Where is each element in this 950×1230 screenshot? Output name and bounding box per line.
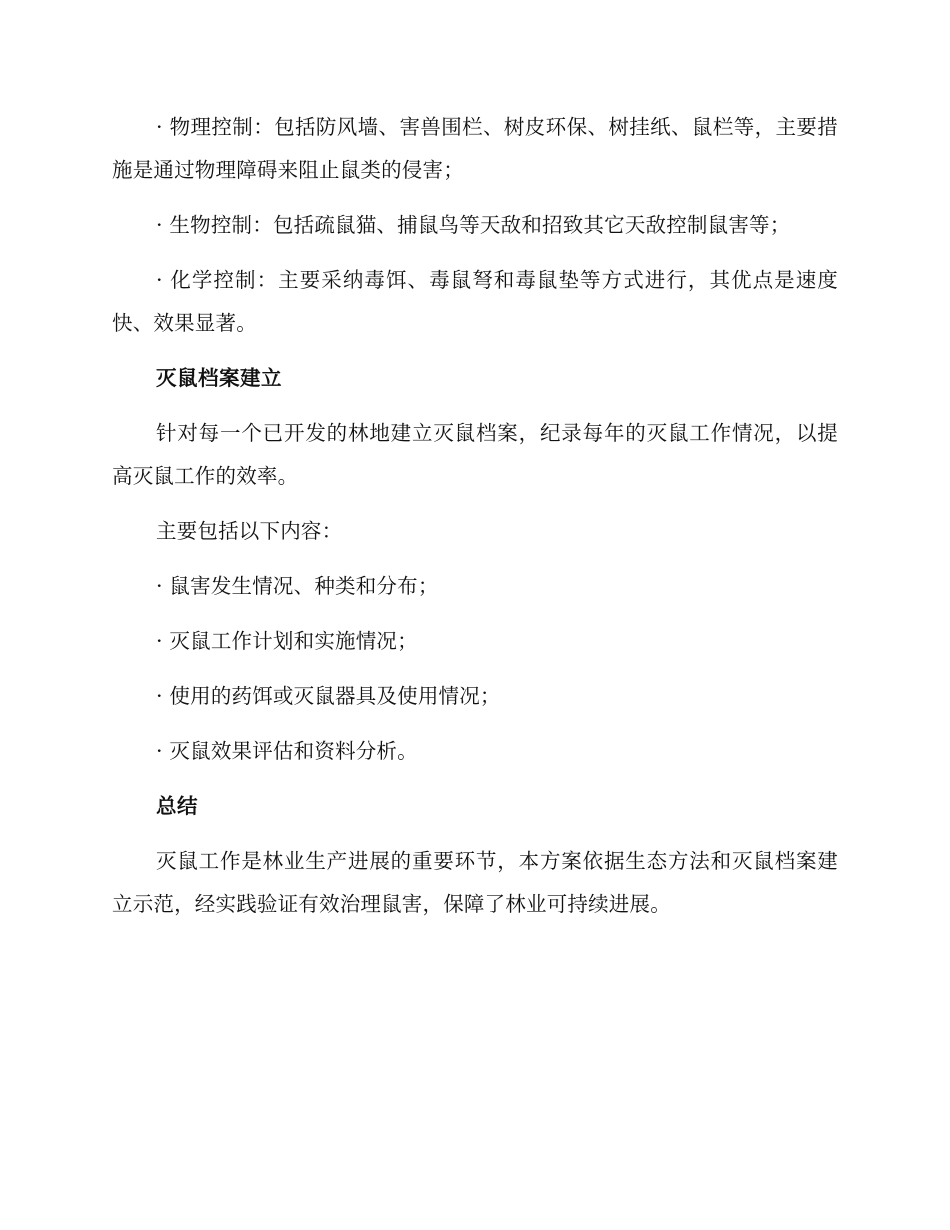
archive-lead: 主要包括以下内容：: [156, 519, 343, 543]
document-page: [112, 106, 838, 926]
archive-item: · 灭鼠工作计划和实施情况；: [156, 629, 418, 653]
archive-intro: 针对每一个已开发的林地建立灭鼠档案，纪录每年的灭鼠工作情况，以提高灭鼠工作的效率。: [112, 421, 838, 488]
bullet-physical-control: · 物理控制：包括防风墙、害兽围栏、树皮环保、树挂纸、鼠栏等，主要措施是通过物理障碍来阻止鼠类的侵害；: [112, 115, 838, 182]
archive-item: · 灭鼠效果评估和资料分析。: [156, 739, 418, 763]
archive-item: · 使用的药饵或灭鼠器具及使用情况；: [156, 684, 501, 708]
heading-summary: 总结: [156, 794, 198, 818]
heading-archive: 灭鼠档案建立: [156, 366, 282, 390]
bullet-chemical-control: · 化学控制：主要采纳毒饵、毒鼠弩和毒鼠垫等方式进行，其优点是速度快、效果显著。: [112, 268, 838, 335]
archive-item: · 鼠害发生情况、种类和分布；: [156, 574, 439, 598]
summary-body: 灭鼠工作是林业生产进展的重要环节，本方案依据生态方法和灭鼠档案建立示范，经实践验证有效治理鼠害，保障了林业可持续进展。: [112, 849, 838, 916]
bullet-biological-control: · 生物控制：包括疏鼠猫、捕鼠鸟等天敌和招致其它天敌控制鼠害等；: [156, 213, 791, 237]
